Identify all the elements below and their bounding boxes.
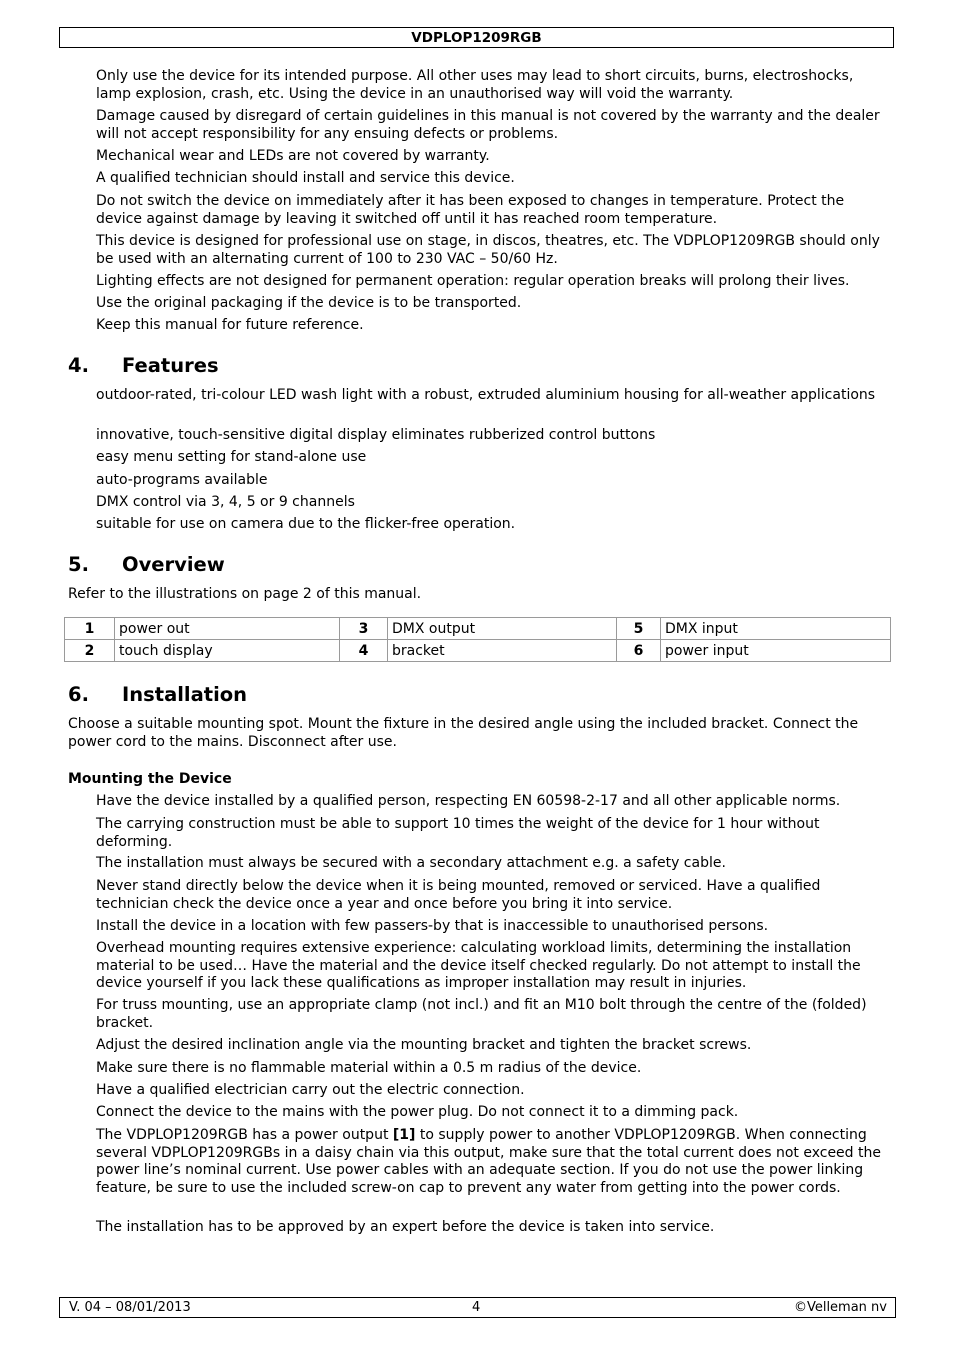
mounting-item: Overhead mounting requires extensive experience: calculating workload limits, determining the installation material to be used… Have the material and the device itself checked regularly. Do not attempt to install the device yourself if you lack these qualifications as improper installation may result in injuries. [96,940,861,991]
part-number: 6 [617,640,661,662]
footer-version: V. 04 – 08/01/2013 [69,1300,191,1315]
installation-heading [68,683,247,706]
part-number: 5 [617,618,661,640]
mounting-item: The carrying construction must be able to support 10 times the weight of the device for 1 hour without deforming. [96,816,820,850]
part-label: DMX input [661,618,891,640]
intro-paragraph: Do not switch the device on immediately after it has been exposed to changes in temperature. Protect the device against damage by leaving it switched off until it has reached room temperature. [96,193,845,227]
header-title: VDPLOP1209RGB [411,30,542,46]
feature-item: auto-programs available [96,472,268,488]
intro-paragraph: Lighting effects are not designed for permanent operation: regular operation breaks will prolong their lives. [96,273,850,289]
overview-table [64,617,891,662]
part-number: 1 [65,618,115,640]
mounting-item: The installation must always be secured with a secondary attachment e.g. a safety cable. [96,855,726,871]
mounting-item: Never stand directly below the device when it is being mounted, removed or serviced. Have a qualified technician check the device once a year and once before you bring it into service. [96,878,821,912]
intro-paragraph: Keep this manual for future reference. [96,317,364,333]
footer-page-number: 4 [472,1300,481,1315]
part-number: 2 [65,640,115,662]
part-number: 3 [340,618,388,640]
mounting-item: Install the device in a location with few passers-by that is inaccessible to unauthorised persons. [96,918,769,934]
intro-paragraph: A qualified technician should install and service this device. [96,170,515,186]
part-number: 4 [340,640,388,662]
power-output-text-end: to supply power to another VDPLOP1209RGB. When connecting several VDPLOP1209RGBs in a daisy chain via this output, make sure that the total current does not exceed the power line’s nominal current. Use power cables with an adequate section. If you do not use the power linking feature, be sure to use the included screw-on cap to prevent any water from getting into the power cords. [96,1127,881,1196]
part-label: touch display [115,640,340,662]
mounting-item: Make sure there is no flammable material within a 0.5 m radius of the device. [96,1060,642,1076]
section-title: Overview [122,553,225,576]
feature-item: easy menu setting for stand-alone use [96,449,367,465]
intro-paragraph: Damage caused by disregard of certain guidelines in this manual is not covered by the warranty and the dealer will not accept responsibility for any ensuing defects or problems. [96,108,880,142]
mounting-item: Have a qualified electrician carry out the electric connection. [96,1082,525,1098]
overview-intro: Refer to the illustrations on page 2 of this manual. [68,586,422,602]
section-number: 5. [68,553,89,576]
mounting-subheading: Mounting the Device [68,771,232,787]
intro-paragraph: Use the original packaging if the device is to be transported. [96,295,522,311]
features-heading [68,354,219,377]
part-label: DMX output [388,618,617,640]
mounting-item: Connect the device to the mains with the power plug. Do not connect it to a dimming pack. [96,1104,739,1120]
feature-item: suitable for use on camera due to the flicker-free operation. [96,516,516,532]
mounting-item: The installation has to be approved by an expert before the device is taken into service. [96,1219,715,1235]
mounting-item: Adjust the desired inclination angle via the mounting bracket and tighten the bracket screws. [96,1037,752,1053]
part-label: bracket [388,640,617,662]
page-header [59,27,894,48]
intro-paragraph: Only use the device for its intended purpose. All other uses may lead to short circuits, burns, electroshocks, lamp explosion, crash, etc. Using the device in an unauthorised way will void the warranty. [96,68,854,102]
page-footer [59,1297,896,1318]
mounting-item: For truss mounting, use an appropriate clamp (not incl.) and fit an M10 bolt through the centre of the (folded) bracket. [96,997,867,1031]
table-row [65,640,891,662]
part-label: power input [661,640,891,662]
feature-item: outdoor-rated, tri-colour LED wash light with a robust, extruded aluminium housing for all-weather applications [96,387,876,403]
overview-heading [68,553,225,576]
intro-paragraph: Mechanical wear and LEDs are not covered by warranty. [96,148,490,164]
part-label: power out [115,618,340,640]
power-output-item [96,1127,888,1197]
mounting-item: Have the device installed by a qualified person, respecting EN 60598-2-17 and all other applicable norms. [96,793,841,809]
intro-paragraph: This device is designed for professional use on stage, in discos, theatres, etc. The VDPLOP1209RGB should only be used with an alternating current of 100 to 230 VAC – 50/60 Hz. [96,233,880,267]
installation-intro: Choose a suitable mounting spot. Mount the fixture in the desired angle using the included bracket. Connect the power cord to the mains. Disconnect after use. [68,716,859,750]
power-output-text-start: The VDPLOP1209RGB has a power output [96,1127,393,1143]
section-number: 6. [68,683,89,706]
section-title: Features [122,354,219,377]
section-number: 4. [68,354,89,377]
table-row [65,618,891,640]
footer-copyright: ©Velleman nv [793,1300,887,1315]
feature-item: innovative, touch-sensitive digital display eliminates rubberized control buttons [96,427,656,443]
section-title: Installation [122,683,248,706]
feature-item: DMX control via 3, 4, 5 or 9 channels [96,494,355,510]
power-output-ref: [1] [392,1127,416,1143]
